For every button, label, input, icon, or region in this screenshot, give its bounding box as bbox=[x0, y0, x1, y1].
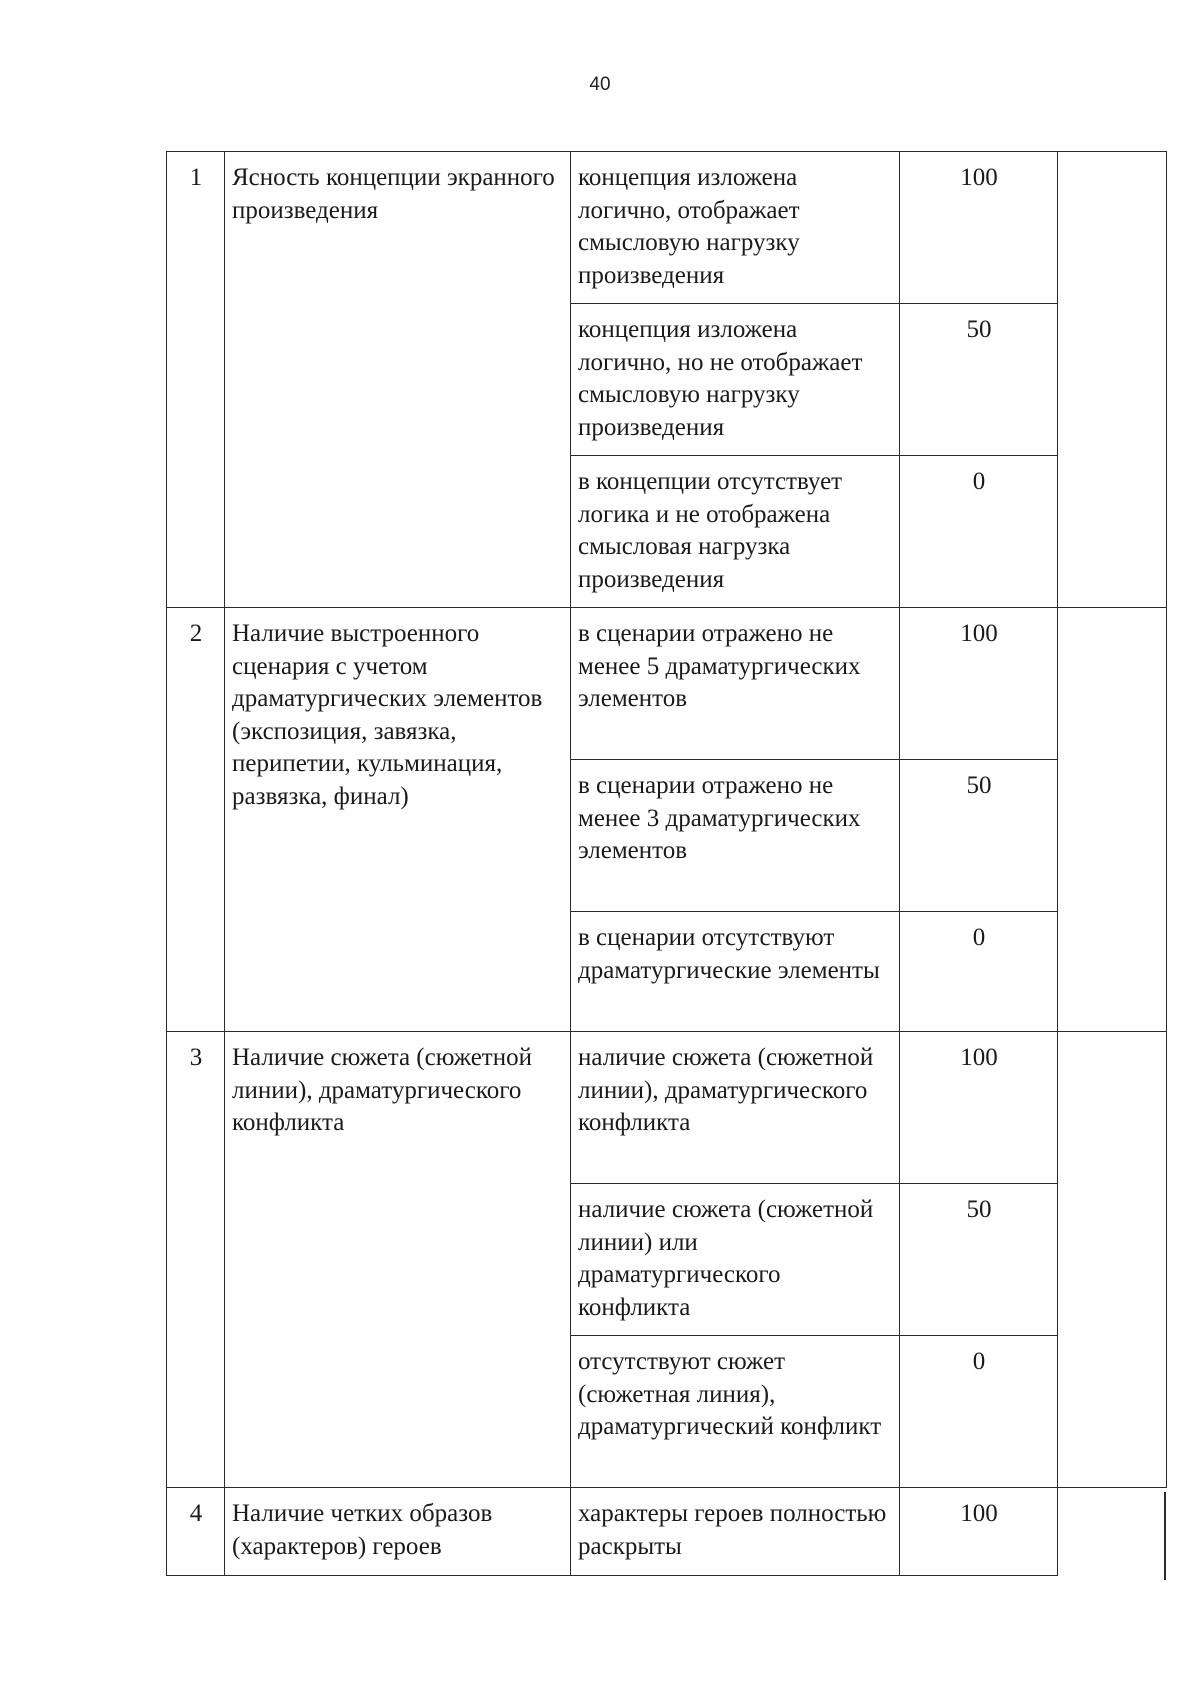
criterion-name: Наличие четких образов (характеров) героев bbox=[225, 1488, 571, 1576]
criterion-name: Ясность концепции экранного произведения bbox=[225, 152, 571, 608]
level-description: наличие сюжета (сюжетной линии) или драматургического конфликта bbox=[571, 1184, 900, 1336]
level-score: 0 bbox=[900, 1336, 1058, 1488]
table-row bbox=[167, 1032, 1167, 1184]
level-score: 100 bbox=[900, 1488, 1058, 1576]
level-score: 0 bbox=[900, 912, 1058, 1032]
criterion-number: 2 bbox=[167, 608, 225, 1032]
level-score: 100 bbox=[900, 1032, 1058, 1184]
empty-cell bbox=[1058, 608, 1167, 1032]
page-number: 40 bbox=[589, 74, 611, 95]
empty-cell bbox=[1058, 1488, 1167, 1576]
table-row bbox=[167, 152, 1167, 304]
criterion-number: 3 bbox=[167, 1032, 225, 1488]
criterion-name: Наличие сюжета (сюжетной линии), драматургического конфликта bbox=[225, 1032, 571, 1488]
level-description: характеры героев полностью раскрыты bbox=[571, 1488, 900, 1576]
level-description: в сценарии отражено не менее 3 драматургических элементов bbox=[571, 760, 900, 912]
level-score: 0 bbox=[900, 456, 1058, 608]
level-description: в сценарии отсутствуют драматургические элементы bbox=[571, 912, 900, 1032]
table-border-continuation bbox=[1164, 1492, 1166, 1580]
empty-cell bbox=[1058, 1032, 1167, 1488]
criterion-number: 4 bbox=[167, 1488, 225, 1576]
criteria-table bbox=[166, 151, 1167, 1576]
level-description: наличие сюжета (сюжетной линии), драматургического конфликта bbox=[571, 1032, 900, 1184]
level-description: концепция изложена логично, но не отображает смысловую нагрузку произведения bbox=[571, 304, 900, 456]
level-score: 100 bbox=[900, 608, 1058, 760]
level-description: концепция изложена логично, отображает смысловую нагрузку произведения bbox=[571, 152, 900, 304]
criterion-name: Наличие выстроенного сценария с учетом драматургических элементов (экспозиция, завязка, перипетии, кульминация, развязка, финал) bbox=[225, 608, 571, 1032]
level-description: в сценарии отражено не менее 5 драматургических элементов bbox=[571, 608, 900, 760]
criterion-number: 1 bbox=[167, 152, 225, 608]
level-score: 100 bbox=[900, 152, 1058, 304]
table-row bbox=[167, 608, 1167, 760]
level-score: 50 bbox=[900, 760, 1058, 912]
level-score: 50 bbox=[900, 1184, 1058, 1336]
level-description: в концепции отсутствует логика и не отображена смысловая нагрузка произведения bbox=[571, 456, 900, 608]
table-row bbox=[167, 1488, 1167, 1576]
empty-cell bbox=[1058, 152, 1167, 608]
level-score: 50 bbox=[900, 304, 1058, 456]
level-description: отсутствуют сюжет (сюжетная линия), драматургический конфликт bbox=[571, 1336, 900, 1488]
